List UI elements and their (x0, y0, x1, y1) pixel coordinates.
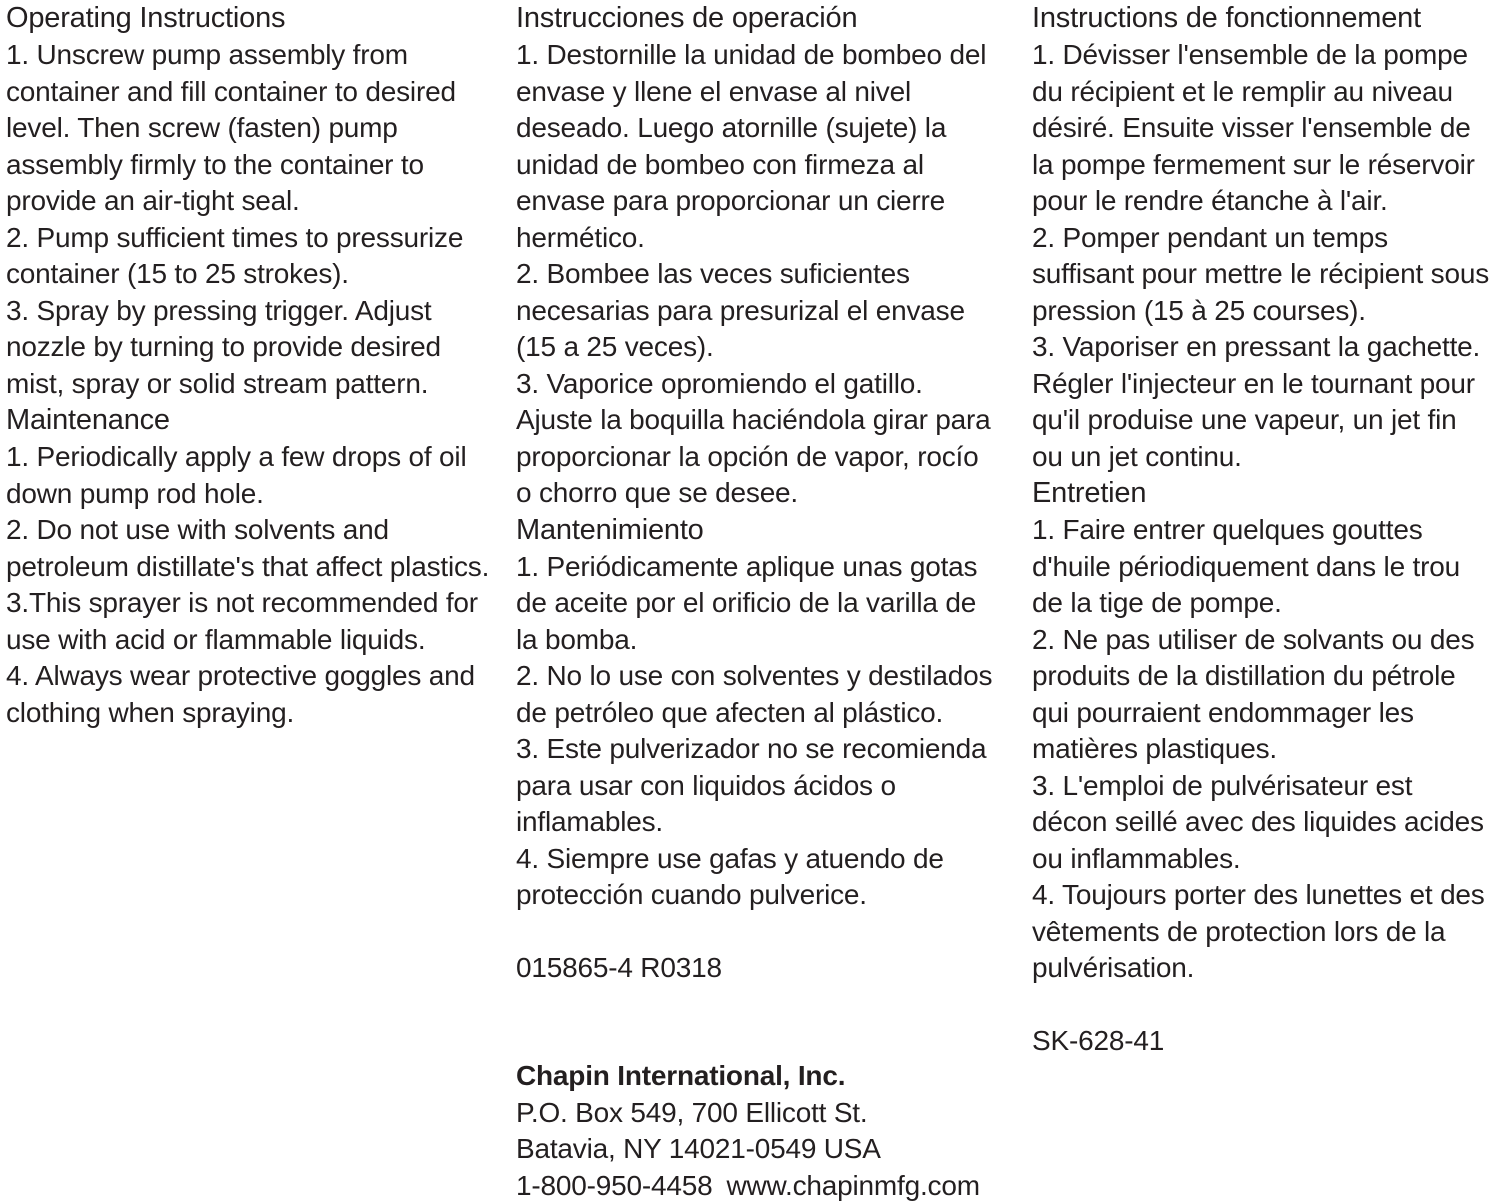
operating-step: 1. Dévisser l'ensemble de la pompe du récipient et le remplir au niveau désiré. Ensuite visser l'ensemble de la pompe fermement sur le réservoir pour le rendre étanche à l'air. (1032, 37, 1494, 220)
spacer (516, 914, 1000, 950)
operating-step: 1. Destornille la unidad de bombeo del envase y llene el envase al nivel deseado. Luego atornille (sujete) la unidad de bombeo con firmeza al envase para proporcionar un cierre hermético. (516, 37, 1000, 256)
operating-step: 2. Pomper pendant un temps suffisant pour mettre le récipient sous pression (15 à 25 courses). (1032, 220, 1494, 330)
maintenance-step: 4. Always wear protective goggles and clothing when spraying. (6, 658, 492, 731)
maintenance-steps-es (516, 549, 1000, 914)
operating-steps-es (516, 37, 1000, 512)
maintenance-step: 1. Periódicamente aplique unas gotas de aceite por el orificio de la varilla de la bomba. (516, 549, 1000, 659)
operating-step: 3. Spray by pressing trigger. Adjust nozzle by turning to provide desired mist, spray or solid stream pattern. (6, 293, 492, 403)
operating-step: 1. Unscrew pump assembly from container and fill container to desired level. Then screw (fasten) pump assembly firmly to the container to provide an air-tight seal. (6, 37, 492, 220)
part-code-es: 015865-4 R0318 (516, 950, 1000, 987)
maintenance-step: 3.This sprayer is not recommended for use with acid or flammable liquids. (6, 585, 492, 658)
operating-instructions-heading-en: Operating Instructions (6, 0, 492, 36)
maintenance-step: 4. Toujours porter des lunettes et des vêtements de protection lors de la pulvérisation. (1032, 877, 1494, 987)
operating-step: 3. Vaporice opromiendo el gatillo. Ajuste la boquilla haciéndola girar para proporcionar la opción de vapor, rocío o chorro que se desee. (516, 366, 1000, 512)
operating-steps-fr (1032, 37, 1494, 475)
maintenance-step: 1. Periodically apply a few drops of oil down pump rod hole. (6, 439, 492, 512)
company-address-line2: Batavia, NY 14021-0549 USA (516, 1131, 1000, 1168)
company-address-line1: P.O. Box 549, 700 Ellicott St. (516, 1095, 1000, 1132)
maintenance-heading-fr: Entretien (1032, 475, 1494, 511)
maintenance-step: 2. Ne pas utiliser de solvants ou des produits de la distillation du pétrole qui pourraient endommager les matières plastiques. (1032, 622, 1494, 768)
maintenance-step: 3. Este pulverizador no se recomienda para usar con liquidos ácidos o inflamables. (516, 731, 1000, 841)
maintenance-step: 2. No lo use con solventes y destilados de petróleo que afecten al plástico. (516, 658, 1000, 731)
company-website: www.chapinmfg.com (726, 1170, 979, 1201)
maintenance-step: 3. L'emploi de pulvérisateur est décon seillé avec des liquides acides ou inflammables. (1032, 768, 1494, 878)
spacer (516, 986, 1000, 1022)
company-block (516, 1058, 1000, 1204)
operating-instructions-heading-fr: Instructions de fonctionnement (1032, 0, 1494, 36)
column-english (0, 0, 508, 731)
maintenance-steps-fr (1032, 512, 1494, 987)
column-french (1016, 0, 1500, 1059)
spacer (516, 1022, 1000, 1058)
operating-step: 2. Pump sufficient times to pressurize container (15 to 25 strokes). (6, 220, 492, 293)
operating-step: 3. Vaporiser en pressant la gachette. Régler l'injecteur en le tournant pour qu'il produise une vapeur, un jet fin ou un jet continu. (1032, 329, 1494, 475)
spacer (1032, 987, 1494, 1023)
company-contact-line (516, 1168, 1000, 1204)
operating-instructions-heading-es: Instrucciones de operación (516, 0, 1000, 36)
column-spanish (508, 0, 1016, 1204)
maintenance-step: 4. Siempre use gafas y atuendo de protección cuando pulverice. (516, 841, 1000, 914)
maintenance-step: 2. Do not use with solvents and petroleum distillate's that affect plastics. (6, 512, 492, 585)
maintenance-heading-en: Maintenance (6, 402, 492, 438)
company-phone: 1-800-950-4458 (516, 1170, 712, 1201)
operating-step: 2. Bombee las veces suficientes necesarias para presurizal el envase (15 a 25 veces). (516, 256, 1000, 366)
operating-steps-en (6, 37, 492, 402)
company-name: Chapin International, Inc. (516, 1058, 1000, 1095)
maintenance-step: 1. Faire entrer quelques gouttes d'huile périodiquement dans le trou de la tige de pompe. (1032, 512, 1494, 622)
part-code-fr: SK-628-41 (1032, 1023, 1494, 1060)
maintenance-steps-en (6, 439, 492, 731)
maintenance-heading-es: Mantenimiento (516, 512, 1000, 548)
